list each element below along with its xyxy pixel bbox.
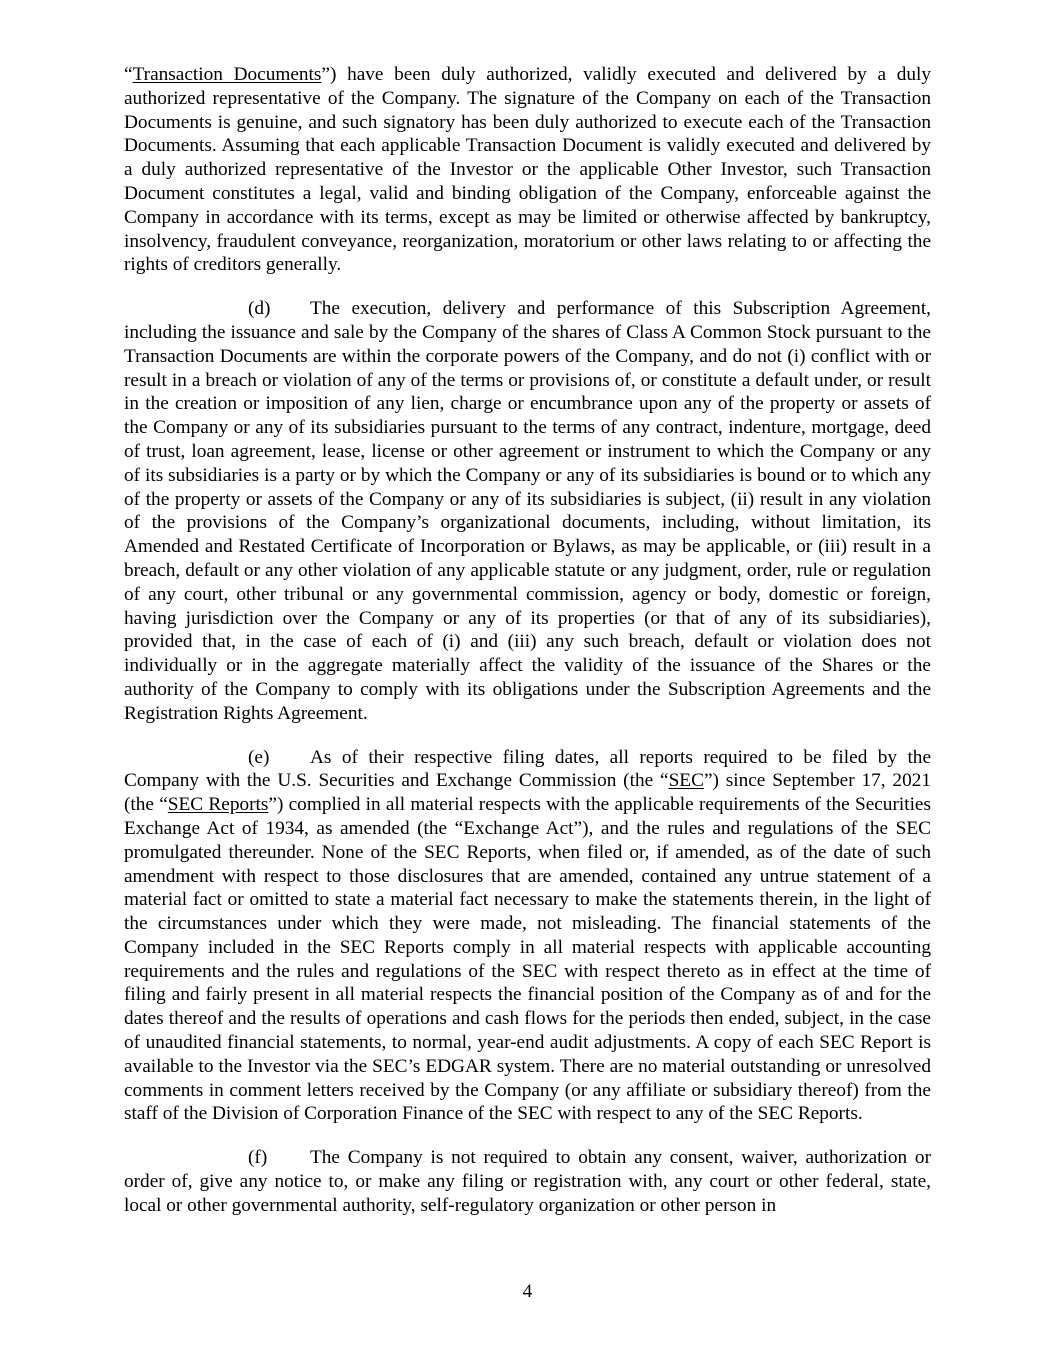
defined-term-sec-reports: SEC Reports — [167, 794, 269, 816]
paragraph-c-continuation — [124, 63, 931, 277]
paragraph-d — [124, 297, 931, 725]
paragraph-f-text: The Company is not required to obtain any consent, waiver, authorization or order of, give any notice to, or make any filing or registration with, any court or other federal, state, local or other governmental authority, self-regulatory organization or other person in — [124, 1147, 931, 1216]
defined-term-transaction-documents: Transaction Documents — [132, 64, 322, 85]
paragraph-c-text: ”) have been duly authorized, validly executed and delivered by a duly authorized representative of the Company. The signature of the Company on each of the Transaction Documents is genuine, and such signatory has been duly authorized to execute each of the Transaction Documents. Assuming that each applicable Transaction Document is validly executed and delivered by a duly authorized representative of the Investor or the applicable Other Investor, such Transaction Document constitutes a legal, valid and binding obligation of the Company, enforceable against the Company in accordance with its terms, except as may be limited or otherwise affected by bankruptcy, insolvency, fraudulent conveyance, reorganization, moratorium or other laws relating to or affecting the rights of creditors generally. — [124, 64, 931, 276]
defined-term-sec: SEC — [668, 770, 704, 792]
paragraph-d-text: The execution, delivery and performance of this Subscription Agreement, including the issuance and sale by the Company of the shares of Class A Common Stock pursuant to the Transaction Documents are within the corporate powers of the Company, and do not (i) conflict with or result in a breach or violation of any of the terms or provisions of, or constitute a default under, or result in the creation or imposition of any lien, charge or encumbrance upon any of the property or assets of the Company or any of its subsidiaries pursuant to the terms of any contract, indenture, mortgage, deed of trust, loan agreement, lease, license or other agreement or instrument to which the Company or any of its subsidiaries is a party or by which the Company or any of its subsidiaries is bound or to which any of the property or assets of the Company or any of its subsidiaries is subject, (ii) result in any violation of the provisions of the Company’s organizational documents, including, without limitation, its Amended and Restated Certificate of Incorporation or Bylaws, as may be applicable, or (iii) result in a breach, default or any other violation of any applicable statute or any judgment, order, rule or regulation of any court, other tribunal or any governmental commission, agency or body, domestic or foreign, having jurisdiction over the Company or any of its properties (or that of any of its subsidiaries), provided that, in the case of each of (i) and (iii) any such breach, default or violation does not individually or in the aggregate materially affect the validity of the issuance of the Shares or the authority of the Company to comply with its obligations under the Subscription Agreements and the Registration Rights Agreement. — [124, 298, 931, 724]
paragraph-e — [124, 746, 931, 1127]
document-page — [124, 63, 931, 1238]
paragraph-d-label: (d) — [248, 298, 271, 320]
paragraph-e-text-1: As of their respective filing dates, all reports required to be filed by the Company with the U.S. Securities and Exchange Commission (the “ — [124, 746, 931, 792]
page-number: 4 — [522, 1281, 533, 1302]
paragraph-e-label: (e) — [248, 746, 270, 768]
paragraph-f — [124, 1146, 931, 1217]
paragraph-e-text-2: ”) since September 17, 2021 (the “ — [124, 770, 931, 816]
open-quote: “ — [124, 64, 133, 85]
paragraph-e-text-3: ”) complied in all material respects with the applicable requirements of the Securities Exchange Act of 1934, as amended (the “Exchange Act”), and the rules and regulations of the SEC promulgated thereunder. None of the SEC Reports, when filed or, if amended, as of the date of such amendment with respect to those disclosures that are amended, contained any untrue statement of a material fact or omitted to state a material fact necessary to make the statements therein, in the light of the circumstances under which they were made, not misleading. The financial statements of the Company included in the SEC Reports comply in all material respects with applicable accounting requirements and the rules and regulations of the SEC with respect thereto as in effect at the time of filing and fairly present in all material respects the financial position of the Company as of and for the dates thereof and the results of operations and cash flows for the periods then ended, subject, in the case of unaudited financial statements, to normal, year-end audit adjustments. A copy of each SEC Report is available to the Investor via the SEC’s EDGAR system. There are no material outstanding or unresolved comments in comment letters received by the Company (or any affiliate or subsidiary thereof) from the staff of the Division of Corporation Finance of the SEC with respect to any of the SEC Reports. — [124, 794, 931, 1125]
paragraph-f-label: (f) — [248, 1147, 268, 1169]
